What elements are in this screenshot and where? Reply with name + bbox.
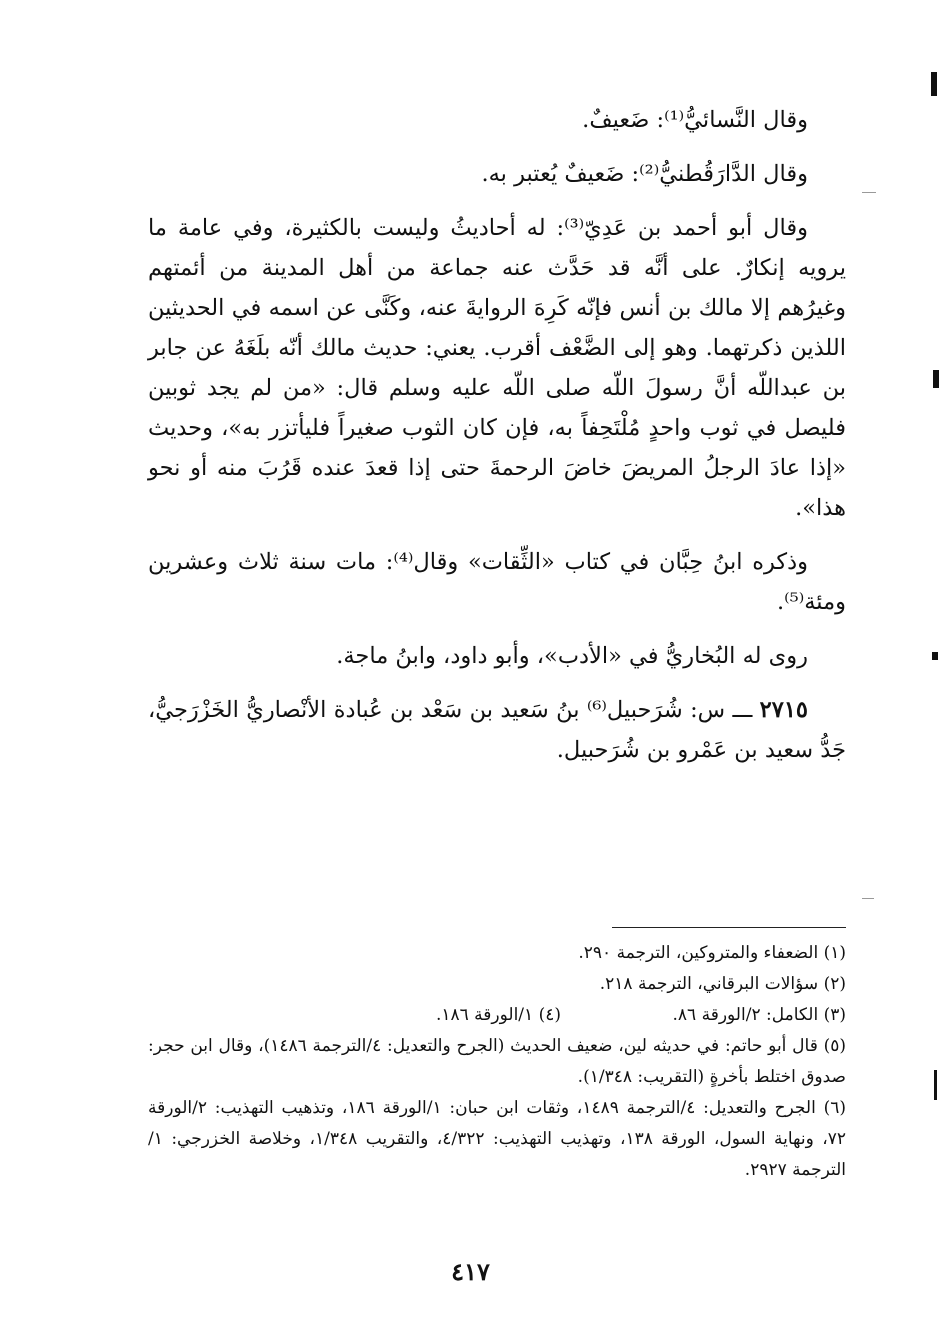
- entry-number: ٢٧١٥: [759, 697, 809, 723]
- scan-edge-mark: [931, 72, 937, 96]
- page-number: ٤١٧: [451, 1257, 490, 1286]
- footnote-5: (٥) قال أبو حاتم: في حديثه لين، ضعيف الحديث (الجرح والتعديل: ٤/الترجمة ١٤٨٦)، وقال ابن حجر: صدوق اختلط بأخرةٍ (التقريب: ١/٣٤٨).: [148, 1036, 846, 1087]
- footnote-4: (٤) ١/الورقة ١٨٦.: [435, 1005, 561, 1025]
- scan-dash-mark: [862, 898, 874, 899]
- footnote-3: (٣) الكامل: ٢/الورقة ٨٦.: [672, 1005, 846, 1025]
- footnotes: [148, 938, 846, 1186]
- paragraph-ibn-adi: وقال أبو أحمد بن عَدِيّ⁽³⁾: له أحاديثُ وليست بالكثيرة، وفي عامة ما يرويه إنكارٌ. على أنَّه قد حَدَّث عنه جماعة من أهل المدينة من أئمتهم وغيرُهم إلا مالك بن أنس فإنّه كَرِهَ الروايةَ عنه، وكَنَّى عن اسمه في الحديثين اللذين ذكرتهما. وهو إلى الضَّعْف أقرب. يعني: حديث مالك أنّه بلَغَهُ عن جابر بن عبداللّه أنَّ رسولَ اللّه صلى اللّه عليه وسلم قال: «من لم يجد ثوبين فليصل في ثوب واحدٍ مُلْتَحِفاً به، فإن كان الثوب صغيراً فليأتزر به»، وحديث «إذا عادَ الرجلُ المريضَ خاضَ الرحمةَ حتى إذا قعدَ عنده قَرُبَ منه أو نحو هذا».: [148, 215, 846, 521]
- scan-edge-mark: [933, 370, 939, 388]
- footnote-2: (٢) سؤالات البرقاني، الترجمة ٢١٨.: [599, 974, 846, 994]
- paragraph-riwaya: روى له البُخاريُّ في «الأدب»، وأبو داود، وابنُ ماجة.: [336, 643, 808, 669]
- main-text: [148, 100, 846, 784]
- paragraph-nasai: وقال النَّسائيُّ⁽¹⁾: ضَعيفٌ.: [582, 107, 808, 133]
- paragraph-daraqutni: وقال الدَّارَقُطنيُّ⁽²⁾: ضَعيفٌ يُعتبر به.: [481, 161, 808, 187]
- scan-dash-mark: [862, 192, 876, 193]
- entry-2715: [148, 690, 846, 770]
- footnote-divider: [612, 927, 846, 928]
- paragraph-ibn-hibban: وذكره ابنُ حِبَّان في كتاب «الثِّقات» وقال⁽⁴⁾: مات سنة ثلاث وعشرين ومئة⁽⁵⁾.: [148, 549, 846, 615]
- footnotes-3-4: [148, 1000, 846, 1031]
- footnote-6: (٦) الجرح والتعديل: ٤/الترجمة ١٤٨٩، وثقات ابن حبان: ١/الورقة ١٨٦، وتذهيب التهذيب: ٢/الورقة ٧٢، ونهاية السول، الورقة ١٣٨، وتهذيب التهذيب: ٤/٣٢٢، والتقريب ١/٣٤٨، وخلاصة الخزرجي: ١/الترجمة ٢٩٢٧.: [148, 1098, 846, 1180]
- entry-text: ـــ س: شُرَحبيل⁽⁶⁾ بنُ سَعيد بن سَعْد بن عُبادة الأنْصاريُّ الخَزْرَجيُّ، جَدُّ سعيد بن عَمْرو بن شُرَحبيل.: [148, 697, 846, 763]
- scan-edge-mark: [932, 652, 938, 660]
- footnote-1: (١) الضعفاء والمتروكين، الترجمة ٢٩٠.: [578, 943, 846, 963]
- scan-edge-mark: [934, 1070, 937, 1100]
